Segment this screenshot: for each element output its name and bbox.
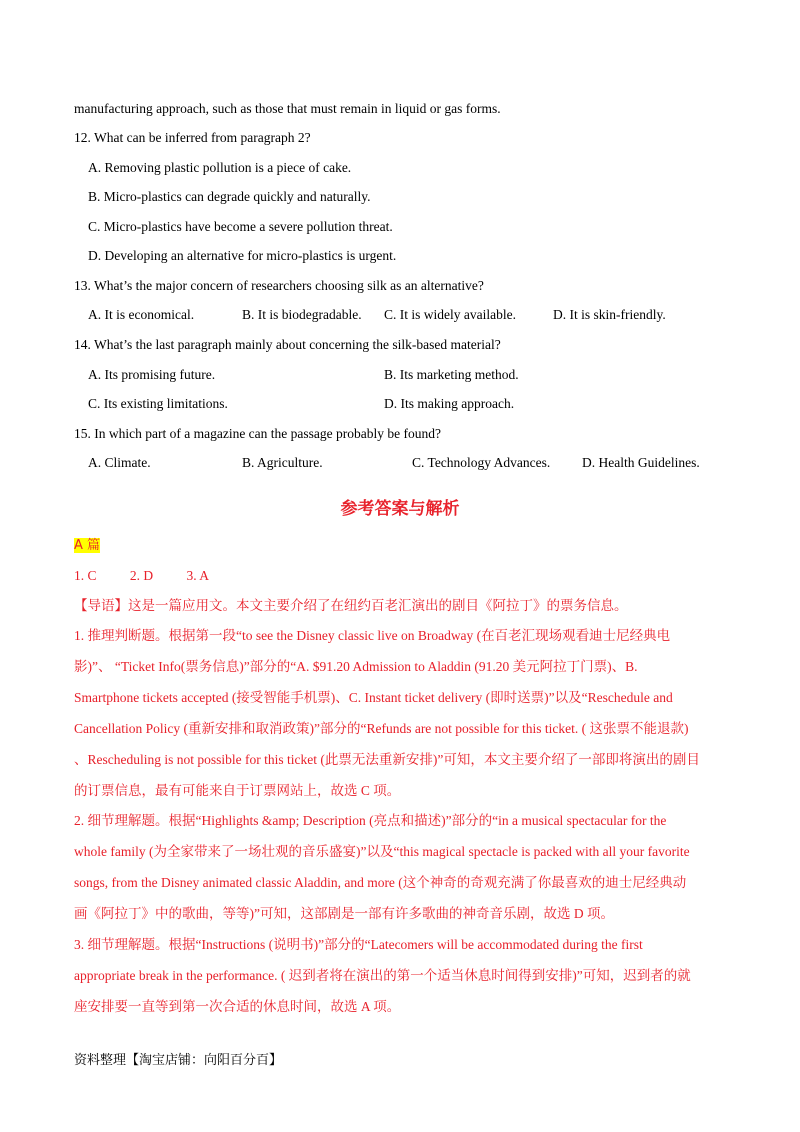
question-14-option-c: C. Its existing limitations.	[88, 396, 228, 411]
question-15-option-a: A. Climate.	[88, 455, 151, 470]
question-14-option-a: A. Its promising future.	[88, 367, 216, 382]
question-13-option-a: A. It is economical.	[88, 307, 195, 322]
question-13-option-b: B. It is biodegradable.	[242, 307, 362, 322]
explanation-line: 的订票信息，最有可能来自于订票网站上，故选 C 项。	[74, 783, 401, 798]
question-12-option-d: D. Developing an alternative for micro-plastics is urgent.	[88, 248, 397, 263]
answer-3: 3. A	[186, 568, 210, 583]
explanation-line: songs, from the Disney animated classic Aladdin, and more (这个神奇的奇观充满了你最喜欢的迪士尼经典动	[74, 875, 687, 890]
answer-1: 1. C	[74, 568, 97, 583]
question-13-option-c: C. It is widely available.	[384, 307, 516, 322]
part-a-label: A 篇	[74, 538, 101, 553]
question-15-option-d: D. Health Guidelines.	[582, 455, 700, 470]
question-15-option-b: B. Agriculture.	[242, 455, 323, 470]
question-12-option-c: C. Micro-plastics have become a severe pollution threat.	[88, 219, 393, 234]
answer-key	[74, 567, 239, 585]
explanation-line: 影)”、 “Ticket Info(票务信息)”部分的“A. $91.20 Admission to Aladdin (91.20 美元阿拉丁门票)、B.	[74, 659, 638, 674]
question-13-option-d: D. It is skin-friendly.	[553, 307, 666, 322]
question-12-stem: 12. What can be inferred from paragraph 2?	[74, 130, 311, 145]
question-14-stem: 14. What’s the last paragraph mainly about concerning the silk-based material?	[74, 337, 501, 352]
question-14-option-b: B. Its marketing method.	[384, 367, 519, 382]
explanation-line: appropriate break in the performance. ( 迟到者将在演出的第一个适当休息时间得到安排)”可知，迟到者的就	[74, 968, 691, 983]
explanation-line: whole family (为全家带来了一场壮观的音乐盛宴)”以及“this magical spectacle is packed with all your favorite	[74, 844, 690, 859]
question-12-option-b: B. Micro-plastics can degrade quickly and naturally.	[88, 189, 371, 204]
explanation-line: 座安排要一直等到第一次合适的休息时间，故选 A 项。	[74, 999, 401, 1014]
passage-tail-line: manufacturing approach, such as those that must remain in liquid or gas forms.	[74, 101, 501, 116]
explanation-line: 、Rescheduling is not possible for this ticket (此票无法重新安排)”可知，本文主要介绍了一部即将演出的剧目	[74, 752, 700, 767]
question-12-option-a: A. Removing plastic pollution is a piece of cake.	[88, 160, 352, 175]
explanation-intro: 【导语】这是一篇应用文。本文主要介绍了在纽约百老汇演出的剧目《阿拉丁》的票务信息。	[74, 598, 628, 613]
explanation-line: 3. 细节理解题。根据“Instructions (说明书)”部分的“Latecomers will be accommodated during the first	[74, 937, 643, 952]
explanation-line: Smartphone tickets accepted (接受智能手机票)、C. Instant ticket delivery (即时送票)”以及“Reschedule and	[74, 690, 673, 705]
question-14-option-d: D. Its making approach.	[384, 396, 515, 411]
explanation-line: 画《阿拉丁》中的歌曲，等等)”可知，这部剧是一部有许多歌曲的神奇音乐剧，故选 D 项。	[74, 906, 614, 921]
explanation-line: 1. 推理判断题。根据第一段“to see the Disney classic live on Broadway (在百老汇现场观看迪士尼经典电	[74, 628, 671, 643]
page-footer: 资料整理【淘宝店铺：向阳百分百】	[74, 1053, 283, 1068]
question-13-stem: 13. What’s the major concern of researchers choosing silk as an alternative?	[74, 278, 484, 293]
explanation-line: Cancellation Policy (重新安排和取消政策)”部分的“Refunds are not possible for this ticket. ( 这张票不能退款)	[74, 721, 689, 736]
question-15-stem: 15. In which part of a magazine can the passage probably be found?	[74, 426, 441, 441]
question-15-option-c: C. Technology Advances.	[412, 455, 551, 470]
answer-section-title: 参考答案与解析	[340, 499, 460, 519]
explanation-line: 2. 细节理解题。根据“Highlights &amp; Description (亮点和描述)”部分的“in a musical spectacular for the	[74, 813, 667, 828]
answer-2: 2. D	[129, 568, 154, 583]
